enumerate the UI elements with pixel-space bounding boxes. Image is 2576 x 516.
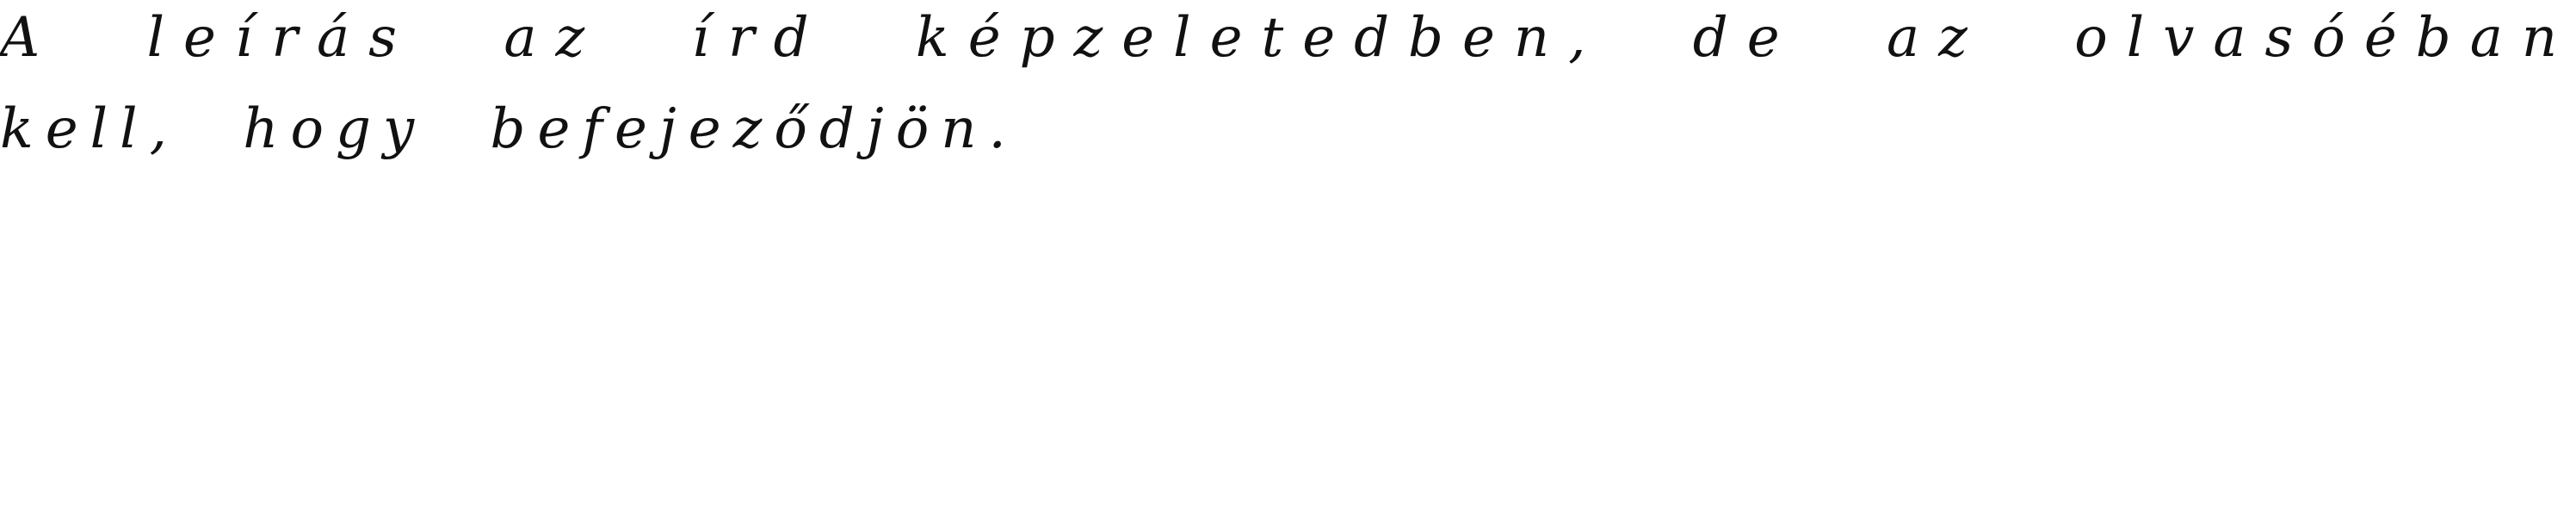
handwritten-line-2: kell, hogy befejeződjön. (0, 97, 1018, 161)
handwritten-line-1: A leírás az írd képzeletedben, de az olvasóéban (0, 6, 2576, 70)
